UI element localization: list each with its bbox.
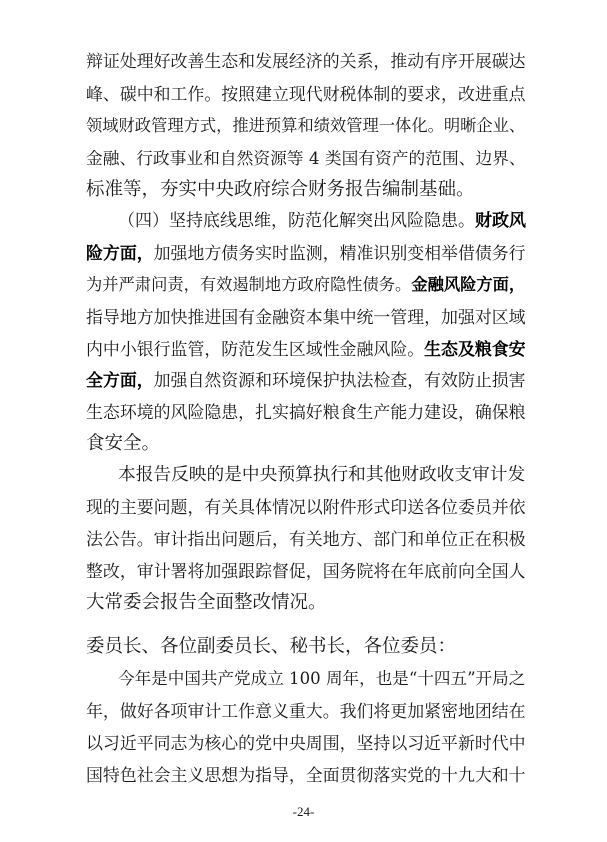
page-number: -24- [292, 804, 315, 819]
text-segment: （四）坚持底线思维，防范化解突出风险隐患。 [118, 211, 475, 231]
text-line [86, 632, 526, 662]
text-line [86, 270, 526, 300]
bold-heading-segment: 财政风 [475, 211, 526, 231]
text-line [86, 334, 526, 364]
bold-heading-segment: 生态及粮食安 [424, 339, 526, 359]
text-segment: 金融、行政事业和自然资源等 4 类国有资产的范围、边界、 [86, 148, 526, 168]
text-segment: 现的主要问题，有关具体情况以附件形式印送各位委员并依 [86, 497, 526, 517]
text-segment: 领域财政管理方式，推进预算和绩效管理一体化。明晰企业、 [86, 116, 526, 135]
text-segment: 大常委会报告全面整改情况。 [86, 592, 327, 613]
text-segment: 食安全。 [86, 433, 161, 454]
text-segment: 生态环境的风险隐患，扎实搞好粮食生产能力建设，确保粮 [86, 402, 526, 422]
text-line [86, 728, 526, 758]
text-line [118, 206, 526, 236]
text-line [86, 46, 526, 76]
text-segment: 内中小银行监管，防范发生区域性金融风险。 [86, 339, 425, 359]
text-segment: 年，做好各项审计工作意义重大。我们将更加紧密地团结在 [86, 701, 526, 721]
text-segment: 辩证处理好改善生态和发展经济的关系，推动有序开展碳达 [86, 51, 526, 71]
text-segment: 法公告。审计指出问题后，有关地方、部门和单位正在积极 [86, 529, 526, 549]
text-segment: 加强自然资源和环境保护执法检查，有效防止损害 [153, 370, 526, 390]
text-line [86, 696, 526, 726]
text-segment: 加强地方债务实时监测，精准识别变相举借债务行 [153, 243, 526, 263]
text-segment: 峰、碳中和工作。按照建立现代财税体制的要求，改进重点 [86, 84, 526, 104]
text-line [86, 111, 526, 141]
text-line [86, 175, 526, 205]
text-segment: 指导地方加快推进国有金融资本集中统一管理，加强对区域 [86, 307, 526, 327]
text-line [118, 664, 526, 694]
bold-heading-segment: 金融风险方面， [411, 275, 526, 294]
text-segment: 为并严肃问责，有效遏制地方政府隐性债务。 [86, 275, 412, 294]
text-segment: 委员长、各位副委员长、秘书长，各位委员： [86, 636, 457, 657]
text-line [86, 588, 526, 618]
text-line [86, 302, 526, 332]
text-line [86, 397, 526, 427]
text-segment: 今年是中国共产党成立 100 周年，也是“十四五”开局之 [118, 669, 526, 688]
text-segment: 国特色社会主义思想为指导，全面贯彻落实党的十九大和十 [86, 765, 526, 785]
text-line [86, 143, 526, 173]
text-line [86, 79, 526, 109]
text-line [86, 492, 526, 522]
text-segment: 以习近平同志为核心的党中央周围，坚持以习近平新时代中 [86, 733, 526, 753]
text-line [86, 556, 526, 586]
text-line [86, 524, 526, 554]
text-segment: 整改，审计署将加强跟踪督促，国务院将在年底前向全国人 [86, 561, 526, 581]
bold-heading-segment: 全方面， [86, 370, 154, 390]
text-line [118, 460, 526, 490]
text-line [86, 760, 526, 790]
text-segment: 标准等，夯实中央政府综合财务报告编制基础。 [86, 179, 475, 200]
text-line [86, 429, 526, 459]
text-line [86, 238, 526, 268]
text-segment: 本报告反映的是中央预算执行和其他财政收支审计发 [118, 465, 526, 485]
bold-heading-segment: 险方面， [86, 243, 154, 263]
text-line [86, 365, 526, 395]
